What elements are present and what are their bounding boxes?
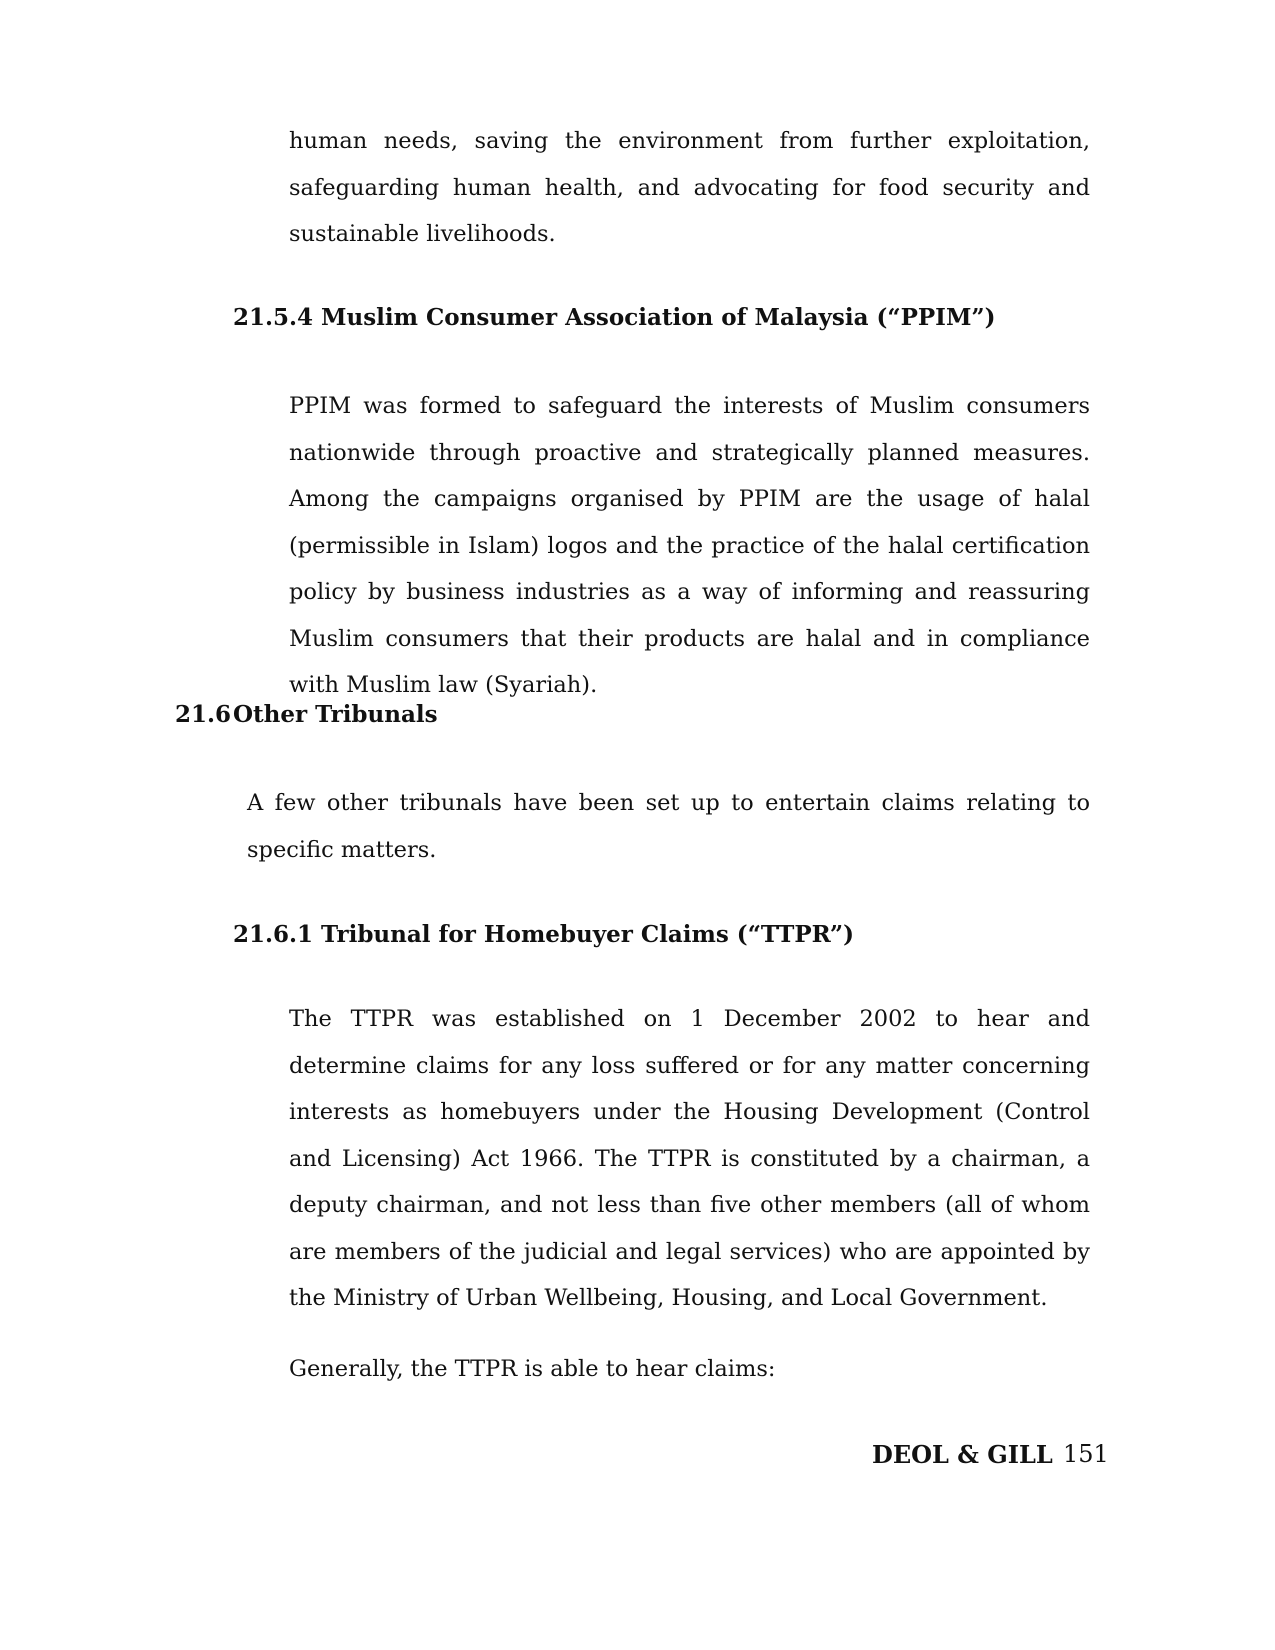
footer-page-number: 151: [1063, 1440, 1109, 1468]
paragraph-other-tribunals: A few other tribunals have been set up to entertain claims relating to specific matters.: [247, 790, 1090, 863]
footer-brand: DEOL & GILL: [872, 1440, 1053, 1469]
heading-21-6-1: 21.6.1 Tribunal for Homebuyer Claims (“TTPR”): [233, 921, 855, 948]
heading-21-6-number: 21.6: [175, 701, 232, 728]
paragraph-ppim: PPIM was formed to safeguard the interests of Muslim consumers nationwide through proactive and strategically planned measures. Among the campaigns organised by PPIM are the usage of halal (permissible in Islam) logos and the practice of the halal certification policy by business industries as a way of informing and reassuring Muslim consumers that their products are halal and in compliance with Muslim law (Syariah).: [289, 393, 1090, 698]
paragraph-generally: Generally, the TTPR is able to hear claims:: [289, 1356, 776, 1382]
paragraph-intro-continuation: human needs, saving the environment from further exploitation, safeguarding human health, and advocating for food security and sustainable livelihoods.: [289, 128, 1090, 247]
paragraph-ttpr: The TTPR was established on 1 December 2002 to hear and determine claims for any loss suffered or for any matter concerning interests as homebuyers under the Housing Development (Control and Licensing) Act 1966. The TTPR is constituted by a chairman, a deputy chairman, and not less than five other members (all of whom are members of the judicial and legal services) who are appointed by the Ministry of Urban Wellbeing, Housing, and Local Government.: [289, 1006, 1090, 1311]
heading-21-6: [175, 700, 438, 730]
heading-21-5-4: 21.5.4 Muslim Consumer Association of Malaysia (“PPIM”): [233, 304, 996, 331]
heading-21-6-title: Other Tribunals: [233, 701, 438, 728]
